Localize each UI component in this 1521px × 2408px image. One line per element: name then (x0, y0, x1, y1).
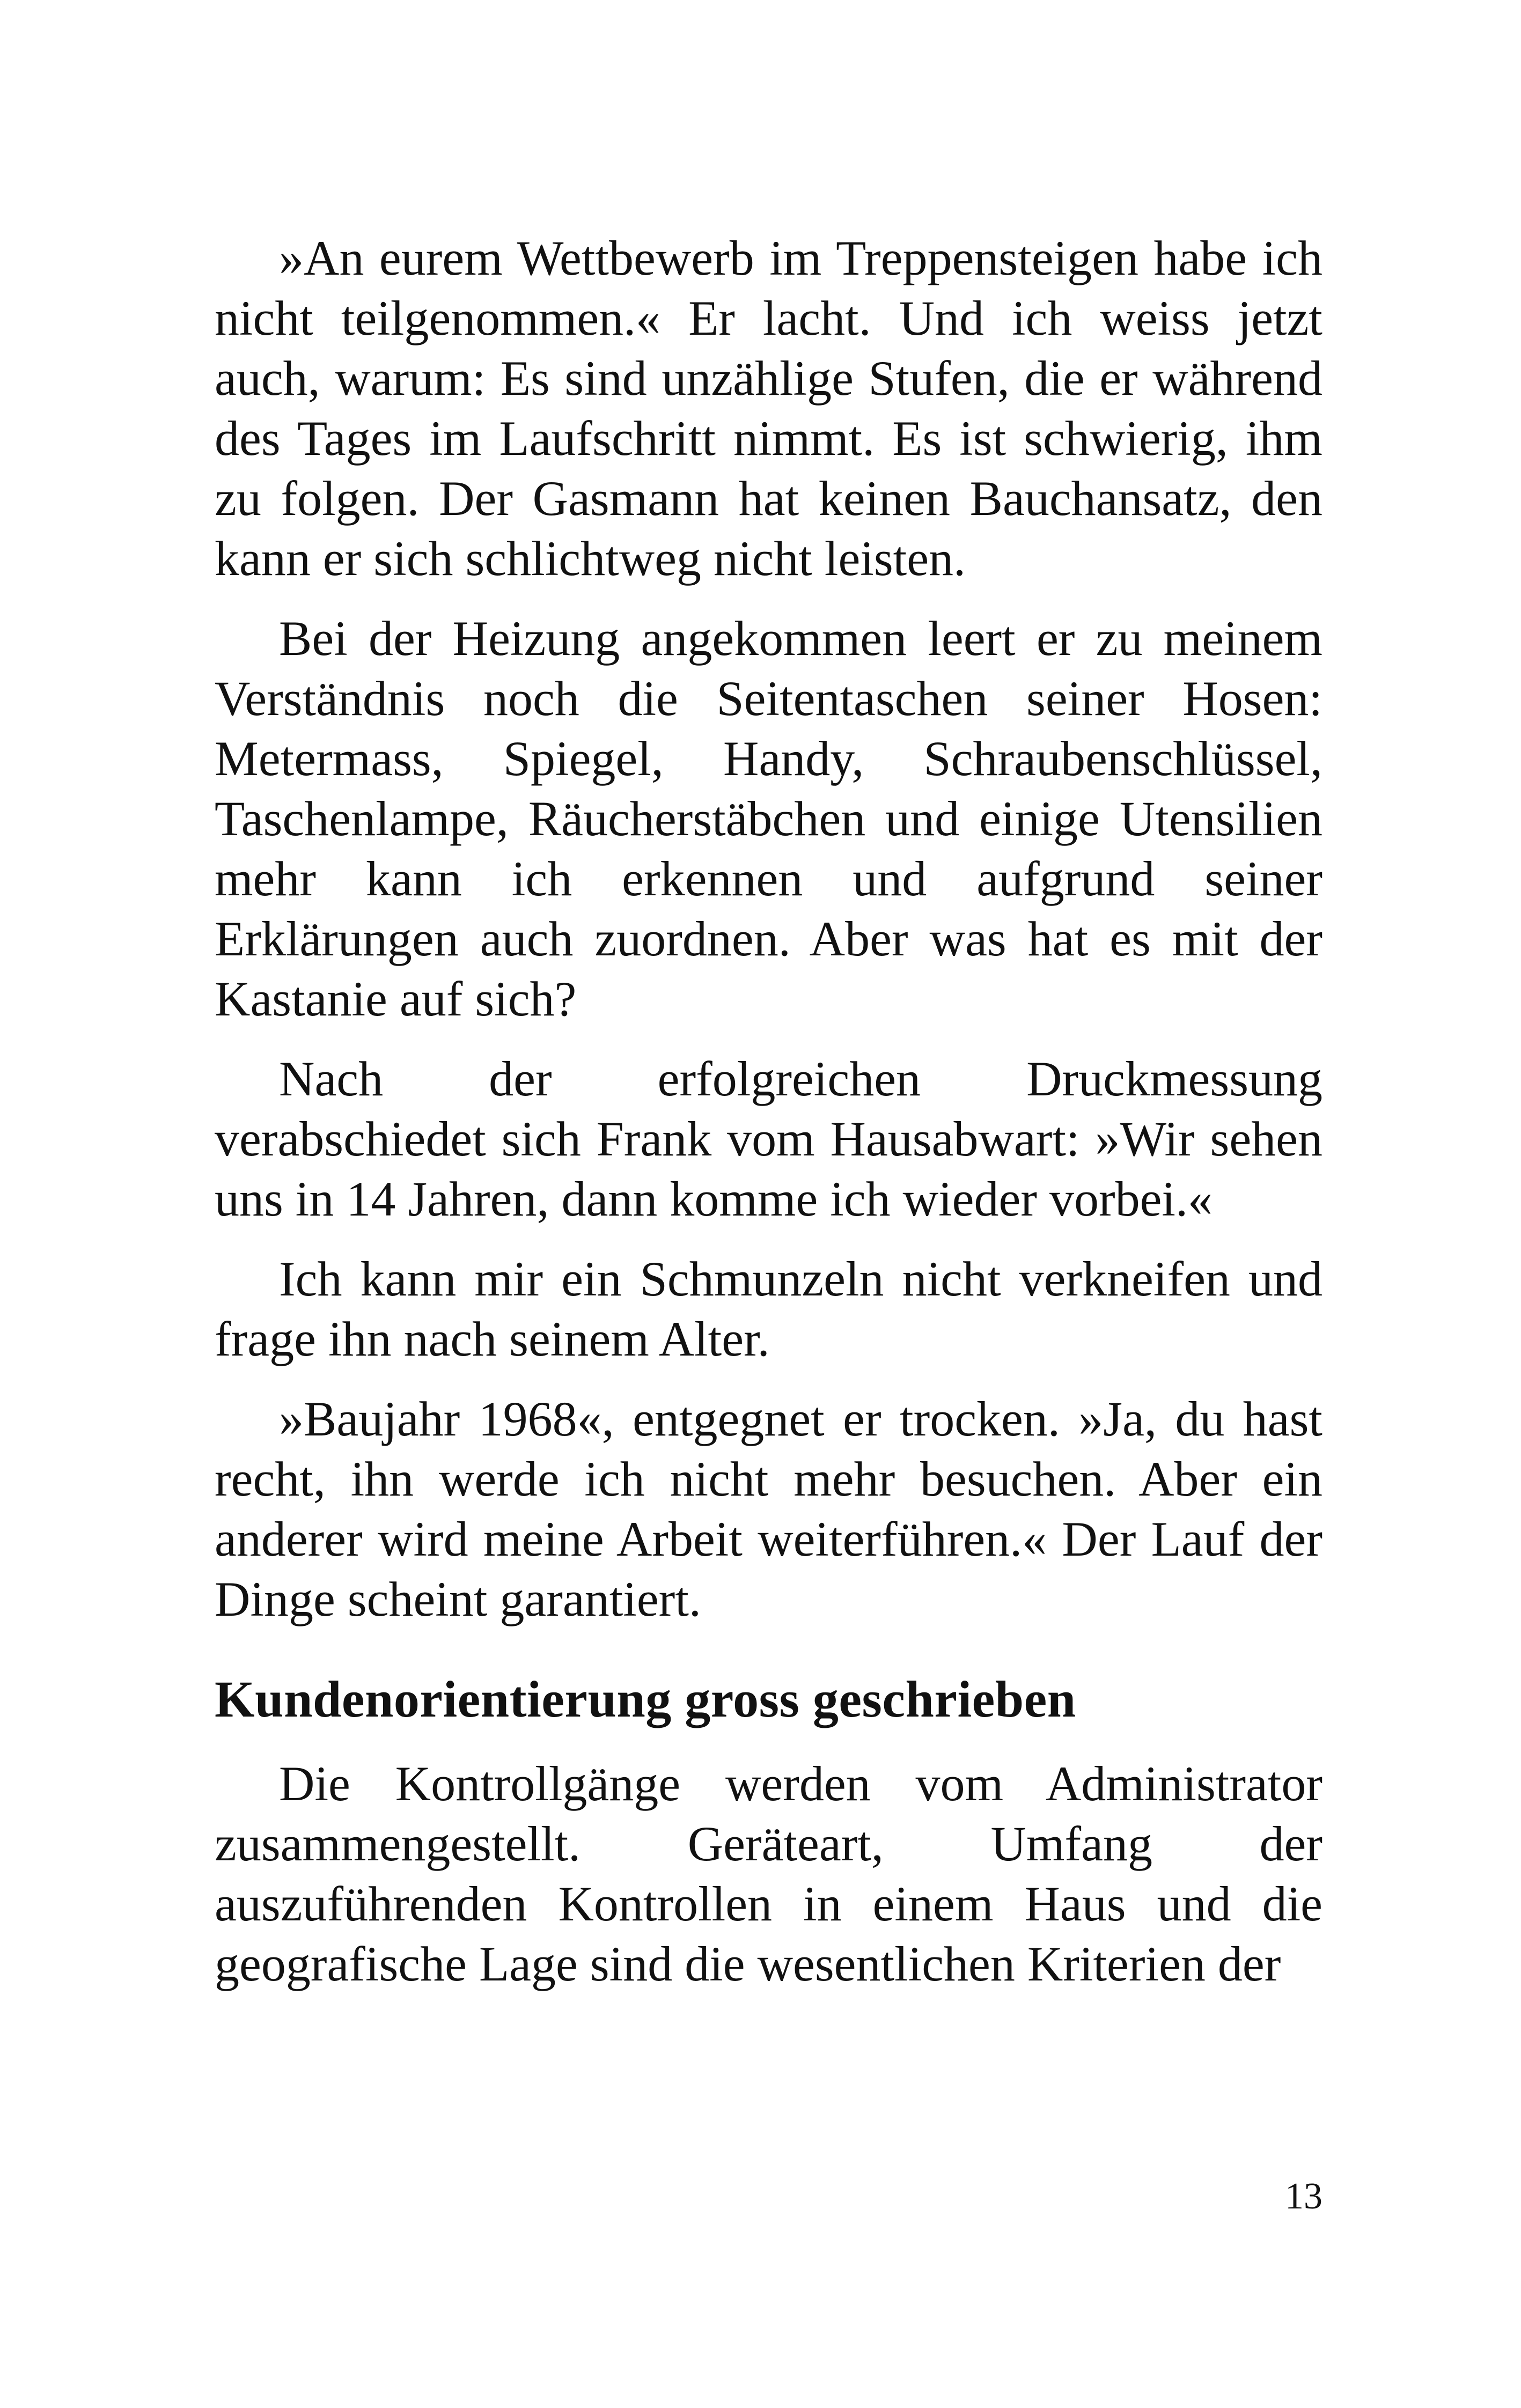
page-number: 13 (1285, 2176, 1322, 2217)
paragraph-3: Nach der erfolgreichen Druckmessung verabschiedet sich Frank vom Hausabwart: »Wir sehen uns in 14 Jahren, dann komme ich wieder vorbei.« (215, 1051, 1322, 1226)
section-heading: Kundenorientierung gross geschrieben (215, 1670, 1076, 1728)
body-text (215, 228, 1322, 2014)
paragraph-6: Die Kontrollgänge werden vom Administrator zusammengestellt. Geräteart, Umfang der auszuführenden Kontrollen in einem Haus und die geografische Lage sind die wesentlichen Kriterien der (215, 1756, 1322, 1991)
paragraph-2: Bei der Heizung angekommen leert er zu meinem Verständnis noch die Seitentaschen seiner Hosen: Metermass, Spiegel, Handy, Schraubenschlüssel, Taschenlampe, Räucherstäbchen und einige Utensilien mehr kann ich erkennen und aufgrund seiner Erklärungen auch zuordnen. Aber was hat es mit der Kastanie auf sich? (215, 611, 1322, 1026)
paragraph-1: »An eurem Wettbewerb im Treppensteigen habe ich nicht teilgenommen.« Er lacht. Und ich weiss jetzt auch, warum: Es sind unzählige Stufen, die er während des Tages im Laufschritt nimmt. Es ist schwierig, ihm zu folgen. Der Gasmann hat keinen Bauchansatz, den kann er sich schlichtweg nicht leisten. (215, 231, 1322, 586)
paragraph-5: »Baujahr 1968«, entgegnet er trocken. »Ja, du hast recht, ihn werde ich nicht mehr besuchen. Aber ein anderer wird meine Arbeit weiterführen.« Der Lauf der Dinge scheint garantiert. (215, 1391, 1322, 1626)
paragraph-4: Ich kann mir ein Schmunzeln nicht verkneifen und frage ihn nach seinem Alter. (215, 1251, 1322, 1366)
